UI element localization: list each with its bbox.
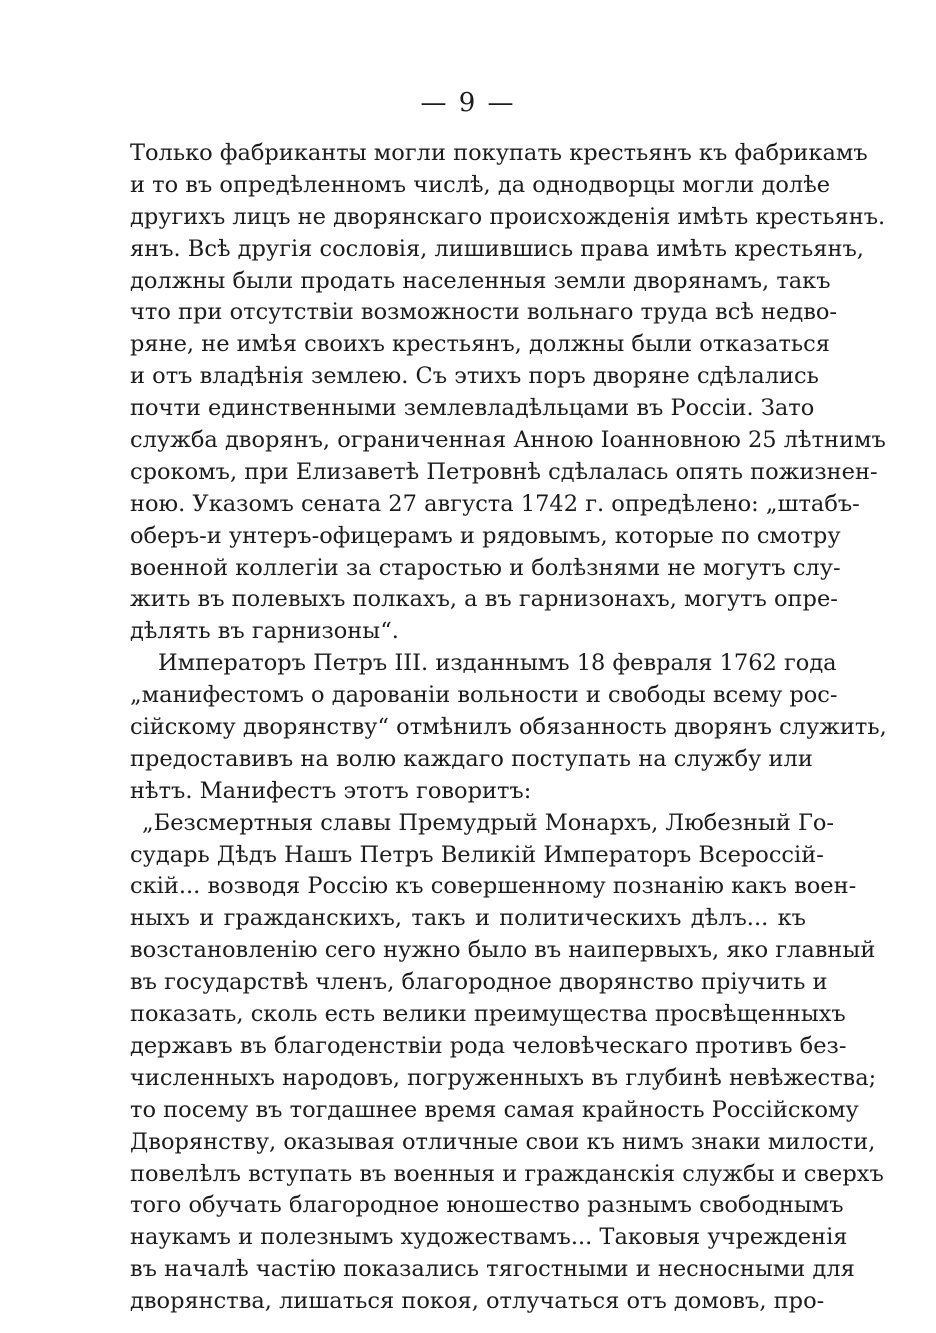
text-line: что при отсутствіи возможности вольнаго труда всѣ недво- [130, 299, 838, 326]
quote-line: въ государствѣ членъ, благородное дворянство пріучить и [130, 969, 828, 996]
body-text [130, 138, 887, 1318]
text-line: срокомъ, при Елизаветѣ Петровнѣ сдѣлалась опять пожизнен- [130, 458, 878, 485]
text-line: сійскому дворянству“ отмѣнилъ обязанность дворянъ служить, [130, 714, 887, 741]
quote-line: то посему въ тогдашнее время самая крайность Россійскому [130, 1096, 859, 1123]
quote-line: Дворянству, оказывая отличные свои къ нимъ знаки милости, [130, 1128, 876, 1155]
quote-line: дворянства, лишаться покоя, отлучаться отъ домовъ, про- [130, 1288, 825, 1315]
quote-start-line: „Безсмертныя славы Премудрый Монархъ, Любезный Го- [142, 809, 835, 836]
text-line: ною. Указомъ сената 27 августа 1742 г. опредѣлено: „штабъ- [130, 490, 860, 517]
text-line: другихъ лицъ не дворянскаго происхожденія имѣть крестьянъ. [130, 203, 886, 230]
quote-line: сударь Дѣдъ Нашъ Петръ Великій Императоръ Всероссій- [130, 841, 824, 868]
text-line: и отъ владѣнія землею. Съ этихъ поръ дворяне сдѣлались [130, 363, 819, 390]
text-line: военной коллегіи за старостью и болѣзнями не могутъ слу- [130, 554, 841, 581]
text-line: и то въ опредѣленномъ числѣ, да однодворцы могли долѣе [130, 171, 831, 198]
text-line: нѣтъ. Манифестъ этотъ говоритъ: [130, 777, 532, 804]
quote-line: показать, сколь есть велики преимущества просвѣщенныхъ [130, 1001, 846, 1028]
text-line: Только фабриканты могли покупать крестьянъ къ фабрикамъ [130, 140, 868, 166]
paragraph-start-line: Императоръ Петръ III. изданнымъ 18 февраля 1762 года [158, 650, 837, 677]
text-line: почти единственными землевладѣльцами въ Россіи. Зато [130, 395, 815, 422]
quote-line: повелѣлъ вступать въ военныя и гражданскія службы и сверхъ [130, 1160, 884, 1187]
text-line: дѣлять въ гарнизоны“. [130, 618, 399, 645]
quote-line: численныхъ народовъ, погруженныхъ въ глубинѣ невѣжества; [130, 1064, 877, 1091]
text-line: служба дворянъ, ограниченная Анною Іоанновною 25 лѣтнимъ [130, 427, 886, 454]
page-number: — 9 — [420, 88, 516, 118]
quote-line: наукамъ и полезнымъ художествамъ... Таковыя учрежденія [130, 1224, 848, 1251]
quote-line: того обучать благородное юношество разнымъ свободнымъ [130, 1192, 844, 1219]
text-line: „манифестомъ о дарованіи вольности и свободы всему рос- [130, 682, 838, 709]
quote-line: державъ въ благоденствіи рода человѣческаго противъ без- [130, 1032, 847, 1059]
text-line: янъ. Всѣ другія сословія, лишившись права имѣть крестьянъ, [130, 235, 864, 262]
text-line: должны были продать населенныя земли дворянамъ, такъ [130, 267, 831, 294]
quote-line: скій... возводя Россію къ совершенному познанію какъ воен- [130, 873, 857, 900]
quote-line: ныхъ и гражданскихъ, такъ и политическихъ дѣлъ... къ [130, 905, 806, 932]
text-line: оберъ-и унтеръ-офицерамъ и рядовымъ, которые по смотру [130, 522, 841, 549]
quote-line: въ началѣ частію показались тягостными и несносными для [130, 1256, 855, 1283]
text-line: предоставивъ на волю каждаго поступать на службу или [130, 745, 813, 772]
text-line: ряне, не имѣя своихъ крестьянъ, должны были отказаться [130, 331, 830, 358]
quote-line: возстановленію сего нужно было въ наипервыхъ, яко главный [130, 937, 876, 964]
text-line: жить въ полевыхъ полкахъ, а въ гарнизонахъ, могутъ опре- [130, 586, 838, 613]
